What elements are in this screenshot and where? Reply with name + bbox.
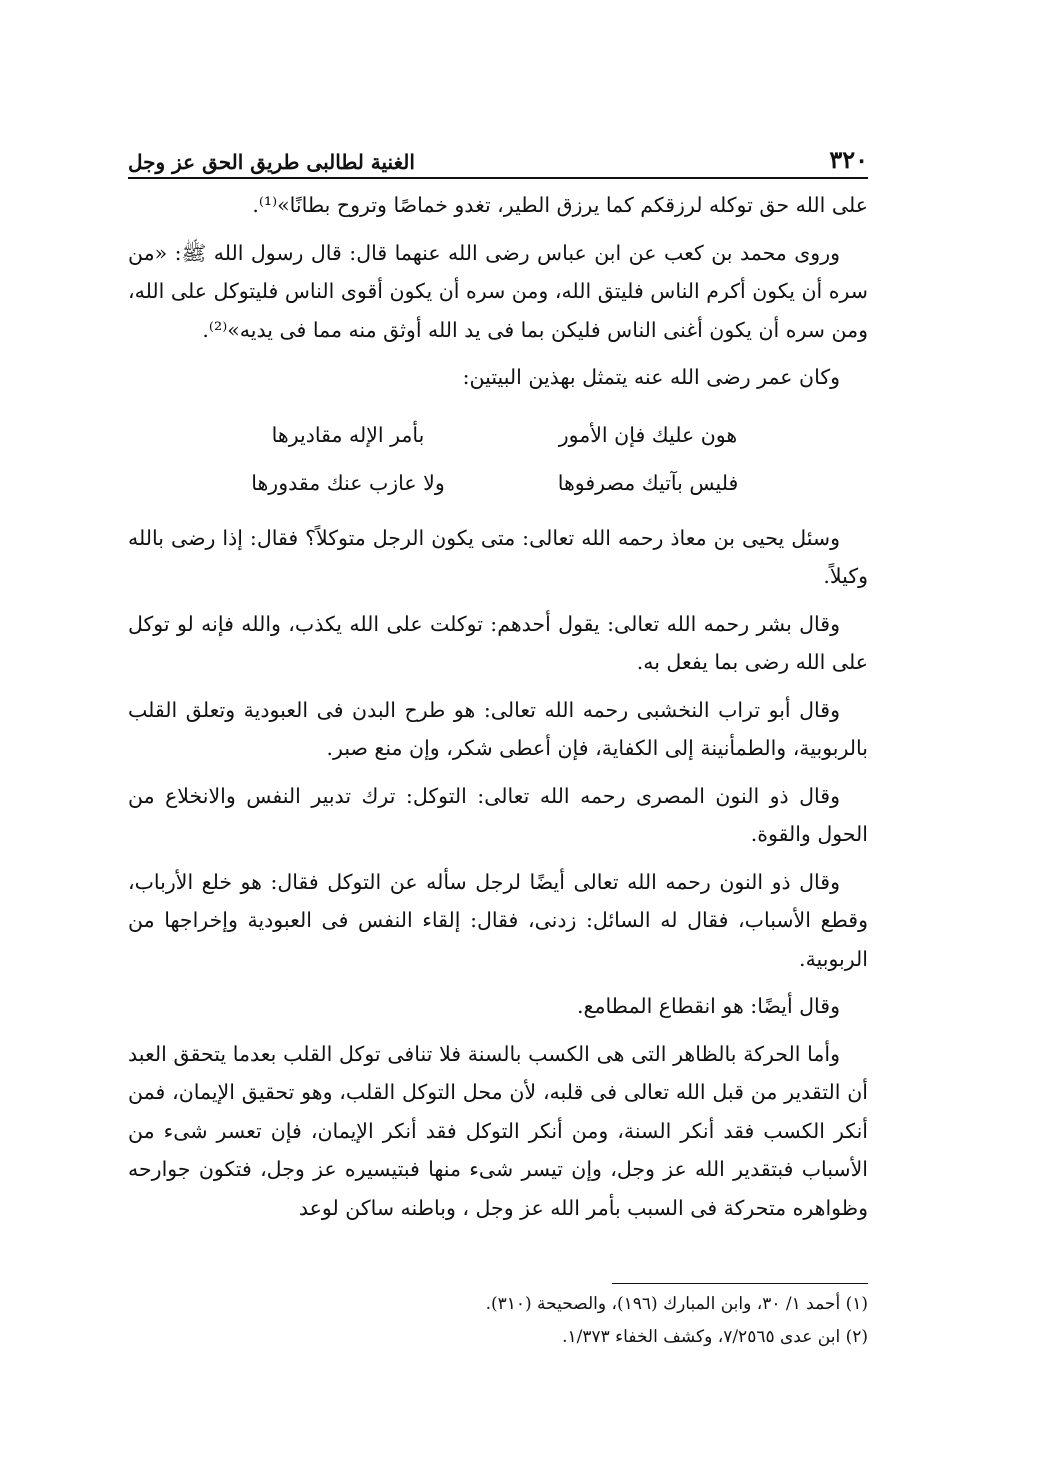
footnote-rule xyxy=(612,1283,868,1284)
paragraph-7: وقال ذو النون المصرى رحمه الله تعالى: التوكل: ترك تدبير النفس والانخلاع من الحول والقوة. xyxy=(128,783,868,846)
verse-line xyxy=(128,459,868,507)
paragraph-2: وروى محمد بن كعب عن ابن عباس رضى الله عنهما قال: قال رسول الله ﷺ: «من سره أن يكون أكرم الناس فليتق الله، ومن سره أن يكون أقوى الناس فليتوكل على الله، ومن سره أن يكون أغنى الناس فليكن بما فى يد الله أوثق منه مما فى يديه»⁽²⁾. xyxy=(128,240,868,342)
paragraph-5: وقال بشر رحمه الله تعالى: يقول أحدهم: توكلت على الله يكذب، والله فإنه لو توكل على الله رضى بما يفعل به. xyxy=(128,611,868,674)
page-number: ٣٢٠ xyxy=(829,145,868,174)
footnote-2: (٢) ابن عدى ٧/٢٥٦٥، وكشف الخفاء ١/٣٧٣. xyxy=(562,1327,868,1347)
verse-line xyxy=(128,411,868,459)
verse-first-hemistich: فليس بآتيك مصرفوها xyxy=(557,470,739,495)
paragraph-6: وقال أبو تراب النخشبى رحمه الله تعالى: هو طرح البدن فى العبودية وتعلق القلب بالربوبية، والطمأنينة إلى الكفاية، فإن أعطى شكر، وإن منع صبر. xyxy=(128,697,868,760)
running-title: الغنية لطالبى طريق الحق عز وجل xyxy=(128,150,415,174)
verse-second-hemistich: بأمر الإله مقاديرها xyxy=(271,422,425,447)
poem xyxy=(128,411,868,507)
paragraph-8: وقال ذو النون رحمه الله تعالى أيضًا لرجل سأله عن التوكل فقال: هو خلع الأرباب، وقطع الأسباب، فقال له السائل: زدنى، فقال: إلقاء النفس فى العبودية وإخراجها من الربوبية. xyxy=(128,869,868,971)
main-text xyxy=(128,186,868,1236)
paragraph-3: وكان عمر رضى الله عنه يتمثل بهذين البيتين: xyxy=(462,365,840,389)
verse-second-hemistich: ولا عازب عنك مقدورها xyxy=(251,470,445,495)
footnote-1: (١) أحمد ١/ ٣٠، وابن المبارك (١٩٦)، والصحيحة (٣١٠). xyxy=(485,1294,868,1314)
page-header xyxy=(128,140,868,174)
verse-first-hemistich: هون عليك فإن الأمور xyxy=(558,422,738,447)
paragraph-4: وسئل يحيى بن معاذ رحمه الله تعالى: متى يكون الرجل متوكلاً؟ فقال: إذا رضى بالله وكيلاً. xyxy=(128,525,868,588)
paragraph-1: على الله حق توكله لرزقكم كما يرزق الطير، تغدو خماصًا وتروح بطانًا»⁽¹⁾. xyxy=(252,193,868,217)
paragraph-10: وأما الحركة بالظاهر التى هى الكسب بالسنة فلا تنافى توكل القلب بعدما يتحقق العبد أن التقدير من قبل الله تعالى فى قلبه، لأن محل التوكل القلب، وهو تحقيق الإيمان، فمن أنكر الكسب فقد أنكر السنة، ومن أنكر التوكل فقد أنكر الإيمان، فإن تعسر شىء من الأسباب فبتقدير الله عز وجل، وإن تيسر شىء منها فبتيسيره عز وجل، فتكون جوارحه وظواهره متحركة فى السبب بأمر الله عز وجل ، وباطنه ساكن لوعد xyxy=(128,1041,868,1220)
paragraph-9: وقال أيضًا: هو انقطاع المطامع. xyxy=(577,994,840,1018)
header-rule xyxy=(128,177,868,179)
footnotes xyxy=(420,1288,868,1354)
